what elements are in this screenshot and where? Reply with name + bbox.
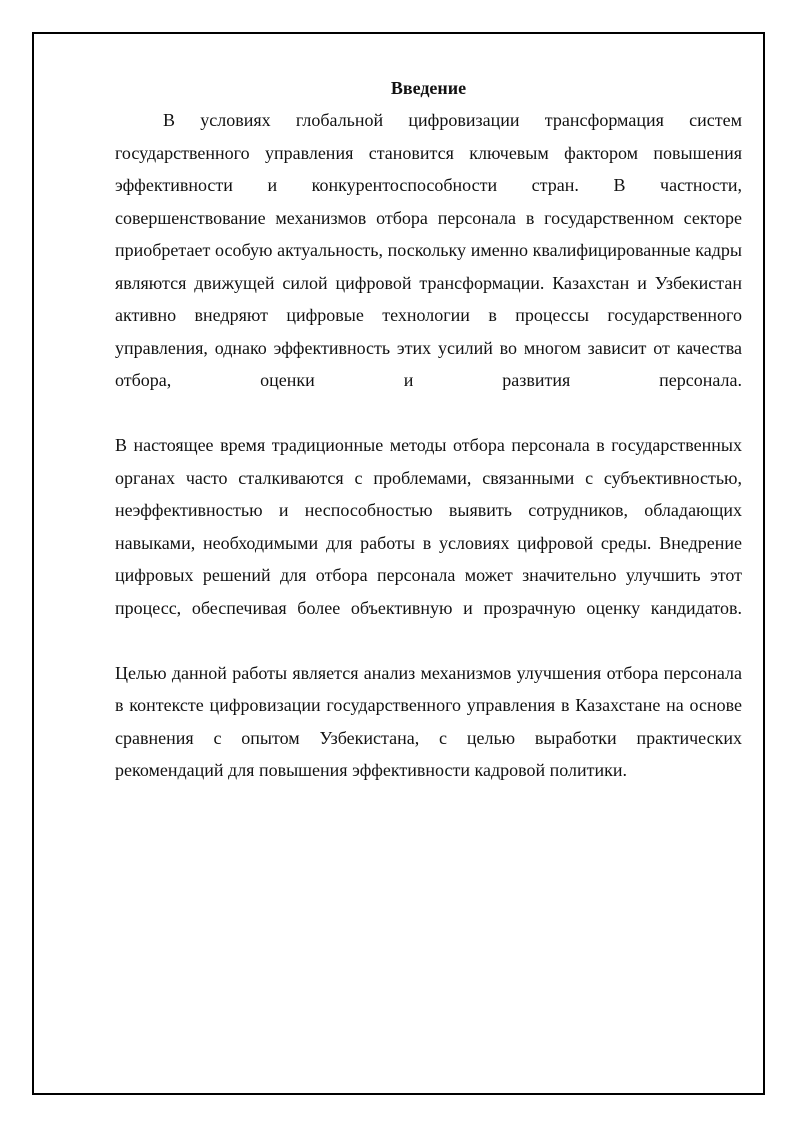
- document-title: Введение: [390, 78, 467, 98]
- document-body: [115, 72, 742, 787]
- paragraph-3: Целью данной работы является анализ механизмов улучшения отбора персонала в контексте цифровизации государственного управления в Казахстане на основе сравнения с опытом Узбекистана, с целью выработки практических рекомендаций для повышения эффективности кадровой политики.: [115, 662, 742, 780]
- paragraph-spacer: [115, 624, 742, 657]
- paragraph-1: В условиях глобальной цифровизации трансформация систем государственного управления становится ключевым фактором повышения эффективности и конкурентоспособности стран. В частности, совершенствование механизмов отбора персонала в государственном секторе приобретает особую актуальность, поскольку именно квалифицированные кадры являются движущей силой цифровой трансформации. Казахстан и Узбекистан активно внедряют цифровые технологии в процессы государственного управления, однако эффективность этих усилий во многом зависит от качества отбора, оценки и развития персонала.: [115, 110, 742, 390]
- paragraph-spacer: [115, 397, 742, 430]
- paragraph-2: В настоящее время традиционные методы отбора персонала в государственных органах часто сталкиваются с проблемами, связанными с субъективностью, неэффективностью и неспособностью выявить сотрудников, обладающих навыками, необходимыми для работы в условиях цифровой среды. Внедрение цифровых решений для отбора персонала может значительно улучшить этот процесс, обеспечивая более объективную и прозрачную оценку кандидатов.: [115, 435, 742, 618]
